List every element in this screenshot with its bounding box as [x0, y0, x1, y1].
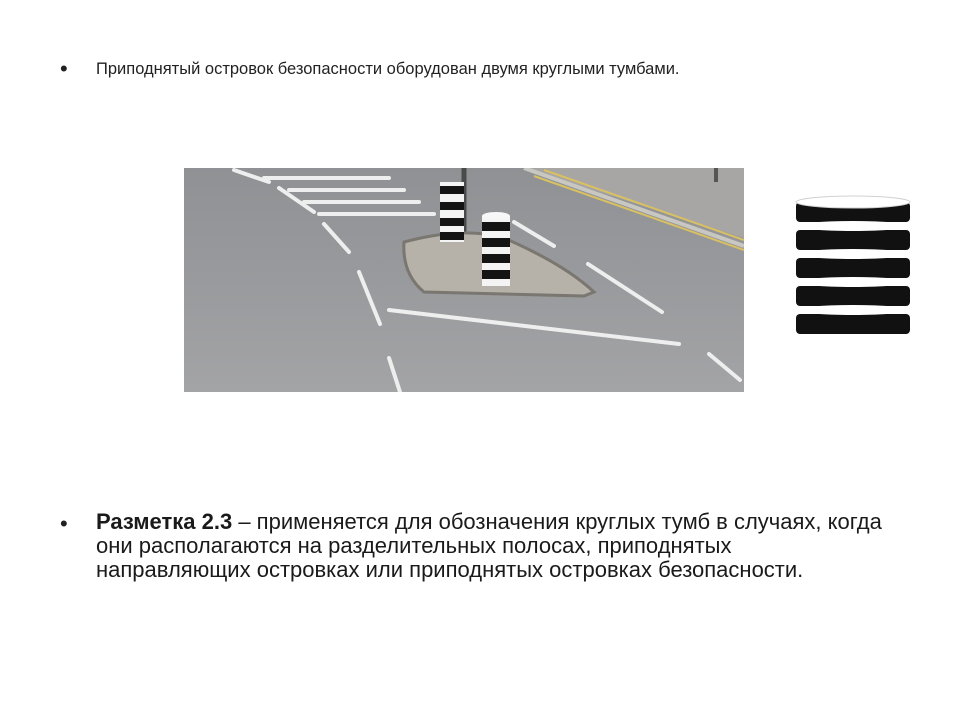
- bullet-marker: •: [60, 511, 68, 536]
- road-photo: [184, 168, 744, 392]
- definition-paragraph: [96, 510, 886, 582]
- definition-text: – применяется для обозначения круглых тумб в случаях, когда они располагаются на разделительных полосах, приподнятых направляющих островках или приподнятых островках безопасности.: [96, 509, 882, 582]
- intro-text: Приподнятый островок безопасности оборудован двумя круглыми тумбами.: [96, 60, 680, 78]
- intro-bullet-item: [60, 58, 680, 80]
- bullet-marker: •: [60, 56, 68, 81]
- definition-term: Разметка 2.3: [96, 509, 233, 534]
- definition-bullet-item: [60, 510, 890, 582]
- bollard-marking-illustration: [790, 190, 916, 340]
